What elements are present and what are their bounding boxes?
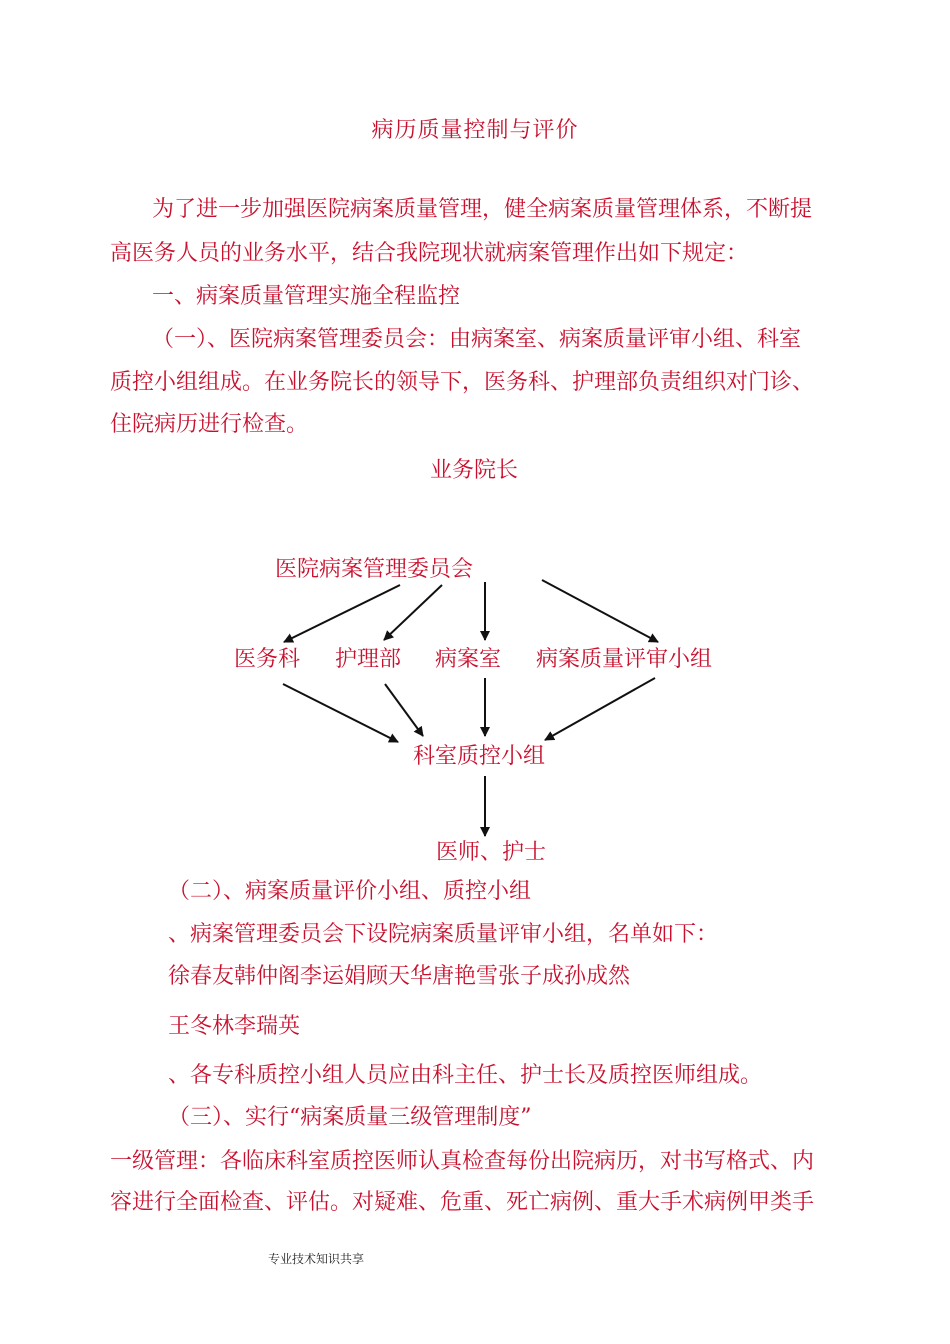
arrow-review-qc [545,678,655,740]
arrow-committee-medical [284,585,400,642]
page-footer: 专业技术知识共享 [268,1252,365,1266]
level-1-line-2: 容进行全面检查、评估。对疑难、危重、死亡病例、重大手术病例甲类手 [110,1190,815,1215]
arrow-nursing-qc [385,684,423,736]
org-node-medical: 医务科 [234,647,301,672]
section-heading-1: 一、病案质量管理实施全程监控 [152,284,461,309]
arrow-committee-review [542,580,658,642]
org-node-review: 病案质量评审小组 [536,647,713,672]
item-2-heading: （二）、病案质量评价小组、质控小组 [168,879,532,904]
intro-line-2: 高医务人员的业务水平，结合我院现状就病案管理作出如下规定： [110,241,749,266]
page-title: 病历质量控制与评价 [371,118,579,143]
item-3-heading: （三）、实行“病案质量三级管理制度” [168,1105,532,1130]
item-2-a: 、病案管理委员会下设院病案质量评审小组，名单如下： [168,922,719,947]
item-1-line-3: 住院病历进行检查。 [110,412,309,437]
item-1-line-2: 质控小组组成。在业务院长的领导下，医务科、护理部负责组织对门诊、 [110,370,815,395]
members-line-2: 王冬林李瑞英 [168,1014,301,1039]
org-node-top: 业务院长 [430,458,519,483]
item-2-b: 、各专科质控小组人员应由科主任、护士长及质控医师组成。 [168,1063,763,1088]
org-node-nursing: 护理部 [335,647,402,672]
org-node-qc: 科室质控小组 [413,744,546,769]
org-node-staff: 医师、护士 [436,840,547,865]
level-1-line-1: 一级管理：各临床科室质控医师认真检查每份出院病历，对书写格式、内 [110,1149,815,1174]
arrow-medical-qc [283,684,398,742]
members-line-1: 徐春友韩仲阁李运娟顾天华唐艳雪张子成孙成然 [168,964,631,989]
item-1-line-1: （一）、医院病案管理委员会：由病案室、病案质量评审小组、科室 [152,327,802,352]
org-node-records: 病案室 [435,647,502,672]
intro-line-1: 为了进一步加强医院病案质量管理，健全病案质量管理体系，不断提 [152,197,813,222]
org-node-committee: 医院病案管理委员会 [275,557,474,582]
arrow-committee-nursing [384,585,442,640]
